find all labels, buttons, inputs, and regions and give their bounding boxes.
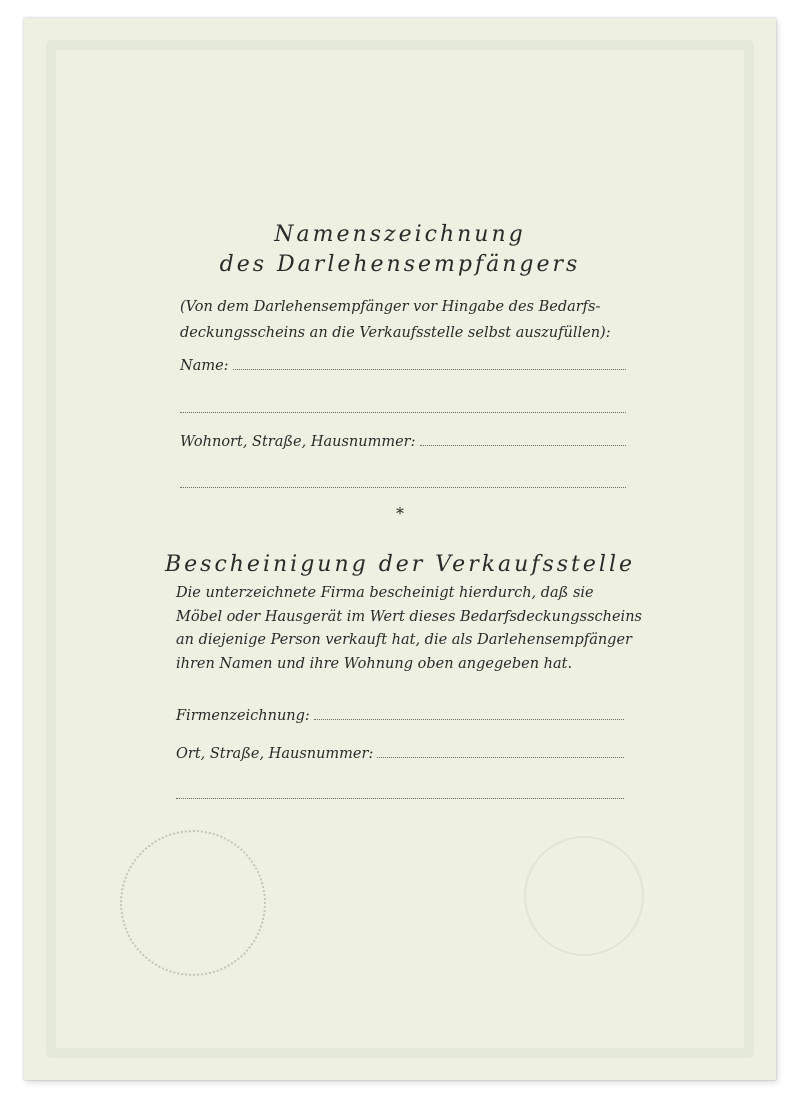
certificate-title: Bescheinigung der Verkaufsstelle <box>164 552 636 577</box>
instruction-line-1: (Von dem Darlehensempfänger vor Hingabe des Bedarfs- <box>180 299 601 315</box>
name-dotted-line[interactable] <box>233 368 626 370</box>
section-separator: * <box>396 504 404 523</box>
faded-seal-right <box>524 836 644 956</box>
firm-dotted-line[interactable] <box>314 718 624 720</box>
certificate-line-1: Die unterzeichnete Firma bescheinigt hierdurch, daß sie <box>176 585 594 601</box>
certificate-line-2: Möbel oder Hausgerät im Wert dieses Bedarfsdeckungsscheins <box>176 608 642 625</box>
place-label: Ort, Straße, Hausnummer: <box>176 746 374 762</box>
instruction-line-2: deckungsscheins an die Verkaufsstelle selbst auszufüllen): <box>180 325 611 341</box>
certificate-line-4: ihren Namen und ihre Wohnung oben angegeben hat. <box>176 655 573 672</box>
place-continuation-line[interactable] <box>176 798 624 799</box>
address-dotted-line[interactable] <box>420 444 627 446</box>
place-field[interactable] <box>176 746 624 762</box>
certificate-text <box>176 582 642 676</box>
name-continuation-line[interactable] <box>180 412 626 413</box>
address-label: Wohnort, Straße, Hausnummer: <box>180 434 416 450</box>
firm-signature-field[interactable] <box>176 708 624 724</box>
certificate-line-3: an diejenige Person verkauft hat, die als Darlehensempfänger <box>176 632 632 648</box>
place-dotted-line[interactable] <box>377 756 624 758</box>
faded-stamp-left <box>120 830 266 976</box>
address-field[interactable] <box>180 434 626 450</box>
document-sheet <box>24 18 776 1080</box>
title-line-1: Namenszeichnung <box>274 222 526 247</box>
address-continuation-line[interactable] <box>180 487 626 488</box>
title-line-2: des Darlehensempfängers <box>219 252 581 277</box>
instruction-text <box>180 294 634 346</box>
name-field[interactable] <box>180 358 626 374</box>
firm-label: Firmenzeichnung: <box>176 708 310 724</box>
name-label: Name: <box>180 358 229 374</box>
